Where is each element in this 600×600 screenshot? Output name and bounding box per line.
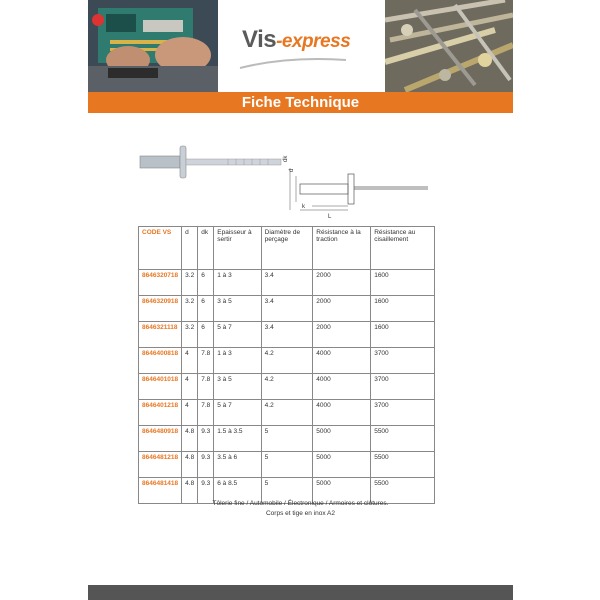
table-cell: 4.8: [182, 426, 198, 452]
table-cell: 4: [182, 400, 198, 426]
diagram-label-k: k: [302, 204, 305, 210]
product-code-cell: 8646321118: [139, 322, 182, 348]
table-cell: 6: [198, 270, 214, 296]
table-cell: 1 à 3: [214, 270, 261, 296]
col-header: dk: [198, 227, 214, 270]
screws-photo: [385, 0, 513, 92]
product-code-cell: 8646401018: [139, 374, 182, 400]
table-cell: 4000: [313, 400, 371, 426]
table-cell: 5 à 7: [214, 322, 261, 348]
rivet-diagram: [128, 140, 448, 222]
header-banner: [88, 0, 513, 92]
table-cell: 5000: [313, 452, 371, 478]
table-cell: 6: [198, 322, 214, 348]
table-cell: 7.8: [198, 400, 214, 426]
table-cell: 4: [182, 374, 198, 400]
spec-table: [138, 226, 435, 504]
table-row: [139, 270, 435, 296]
table-cell: 3.5 à 6: [214, 452, 261, 478]
table-cell: 2000: [313, 296, 371, 322]
product-code-cell: 8646320918: [139, 296, 182, 322]
electronics-photo: [88, 0, 218, 92]
diagram-label-dk: dk: [283, 155, 289, 162]
col-header: Résistance au cisaillement: [371, 227, 435, 270]
table-row: [139, 322, 435, 348]
document-page: [88, 0, 513, 600]
table-cell: 4.2: [261, 374, 313, 400]
table-cell: 3700: [371, 400, 435, 426]
table-cell: 5: [261, 478, 313, 504]
table-cell: 4000: [313, 348, 371, 374]
footer-bar: [88, 585, 513, 600]
table-row: [139, 452, 435, 478]
table-cell: 3.2: [182, 296, 198, 322]
table-cell: 9.3: [198, 426, 214, 452]
table-cell: 3.2: [182, 322, 198, 348]
table-cell: 9.3: [198, 478, 214, 504]
product-code-cell: 8646400818: [139, 348, 182, 374]
col-header: d: [182, 227, 198, 270]
table-row: [139, 426, 435, 452]
table-cell: 5500: [371, 452, 435, 478]
table-header-row: [139, 227, 435, 270]
diagram-label-l: L: [328, 214, 332, 220]
col-header: Epaisseur à sertir: [214, 227, 261, 270]
table-cell: 3 à 5: [214, 374, 261, 400]
table-cell: 3700: [371, 348, 435, 374]
table-row: [139, 400, 435, 426]
table-cell: 3700: [371, 374, 435, 400]
table-cell: 1600: [371, 322, 435, 348]
table-row: [139, 348, 435, 374]
brand-logo: [242, 26, 350, 54]
product-code-cell: 8646401218: [139, 400, 182, 426]
table-row: [139, 374, 435, 400]
page-title: Fiche Technique: [88, 92, 513, 113]
table-cell: 3.4: [261, 270, 313, 296]
table-cell: 5500: [371, 426, 435, 452]
material-note: Corps et tige en inox A2: [265, 510, 335, 517]
table-cell: 6 à 8.5: [214, 478, 261, 504]
col-header: Diamètre de perçage: [261, 227, 313, 270]
table-cell: 5000: [313, 426, 371, 452]
diagram-label-d: d: [289, 168, 295, 172]
table-cell: 4.8: [182, 478, 198, 504]
table-cell: 5: [261, 452, 313, 478]
table-cell: 3.2: [182, 270, 198, 296]
table-cell: 5: [261, 426, 313, 452]
brand-name: Vis: [242, 26, 277, 53]
table-cell: 4.2: [261, 400, 313, 426]
application-note: Tôlerie fine / Automobile / Électronique / Armoires et clôtures.: [212, 500, 389, 507]
table-cell: 5 à 7: [214, 400, 261, 426]
table-cell: 4.2: [261, 348, 313, 374]
table-cell: 6: [198, 296, 214, 322]
table-row: [139, 296, 435, 322]
col-header: Résistance à la traction: [313, 227, 371, 270]
table-cell: 7.8: [198, 348, 214, 374]
table-cell: 4000: [313, 374, 371, 400]
table-cell: 9.3: [198, 452, 214, 478]
table-cell: 3 à 5: [214, 296, 261, 322]
product-code-cell: 8646481418: [139, 478, 182, 504]
table-cell: 2000: [313, 322, 371, 348]
product-code-cell: 8646480918: [139, 426, 182, 452]
table-cell: 5500: [371, 478, 435, 504]
table-cell: 4.8: [182, 452, 198, 478]
table-cell: 3.4: [261, 296, 313, 322]
table-cell: 3.4: [261, 322, 313, 348]
table-cell: 4: [182, 348, 198, 374]
product-code-cell: 8646481218: [139, 452, 182, 478]
table-cell: 1600: [371, 296, 435, 322]
table-cell: 5000: [313, 478, 371, 504]
brand-suffix: -express: [276, 31, 351, 52]
col-header: CODE VS: [139, 227, 182, 270]
table-cell: 1.5 à 3.5: [214, 426, 261, 452]
table-cell: 1600: [371, 270, 435, 296]
table-cell: 1 à 3: [214, 348, 261, 374]
table-cell: 2000: [313, 270, 371, 296]
product-code-cell: 8646320718: [139, 270, 182, 296]
logo-swoosh-icon: [238, 56, 348, 70]
table-cell: 7.8: [198, 374, 214, 400]
